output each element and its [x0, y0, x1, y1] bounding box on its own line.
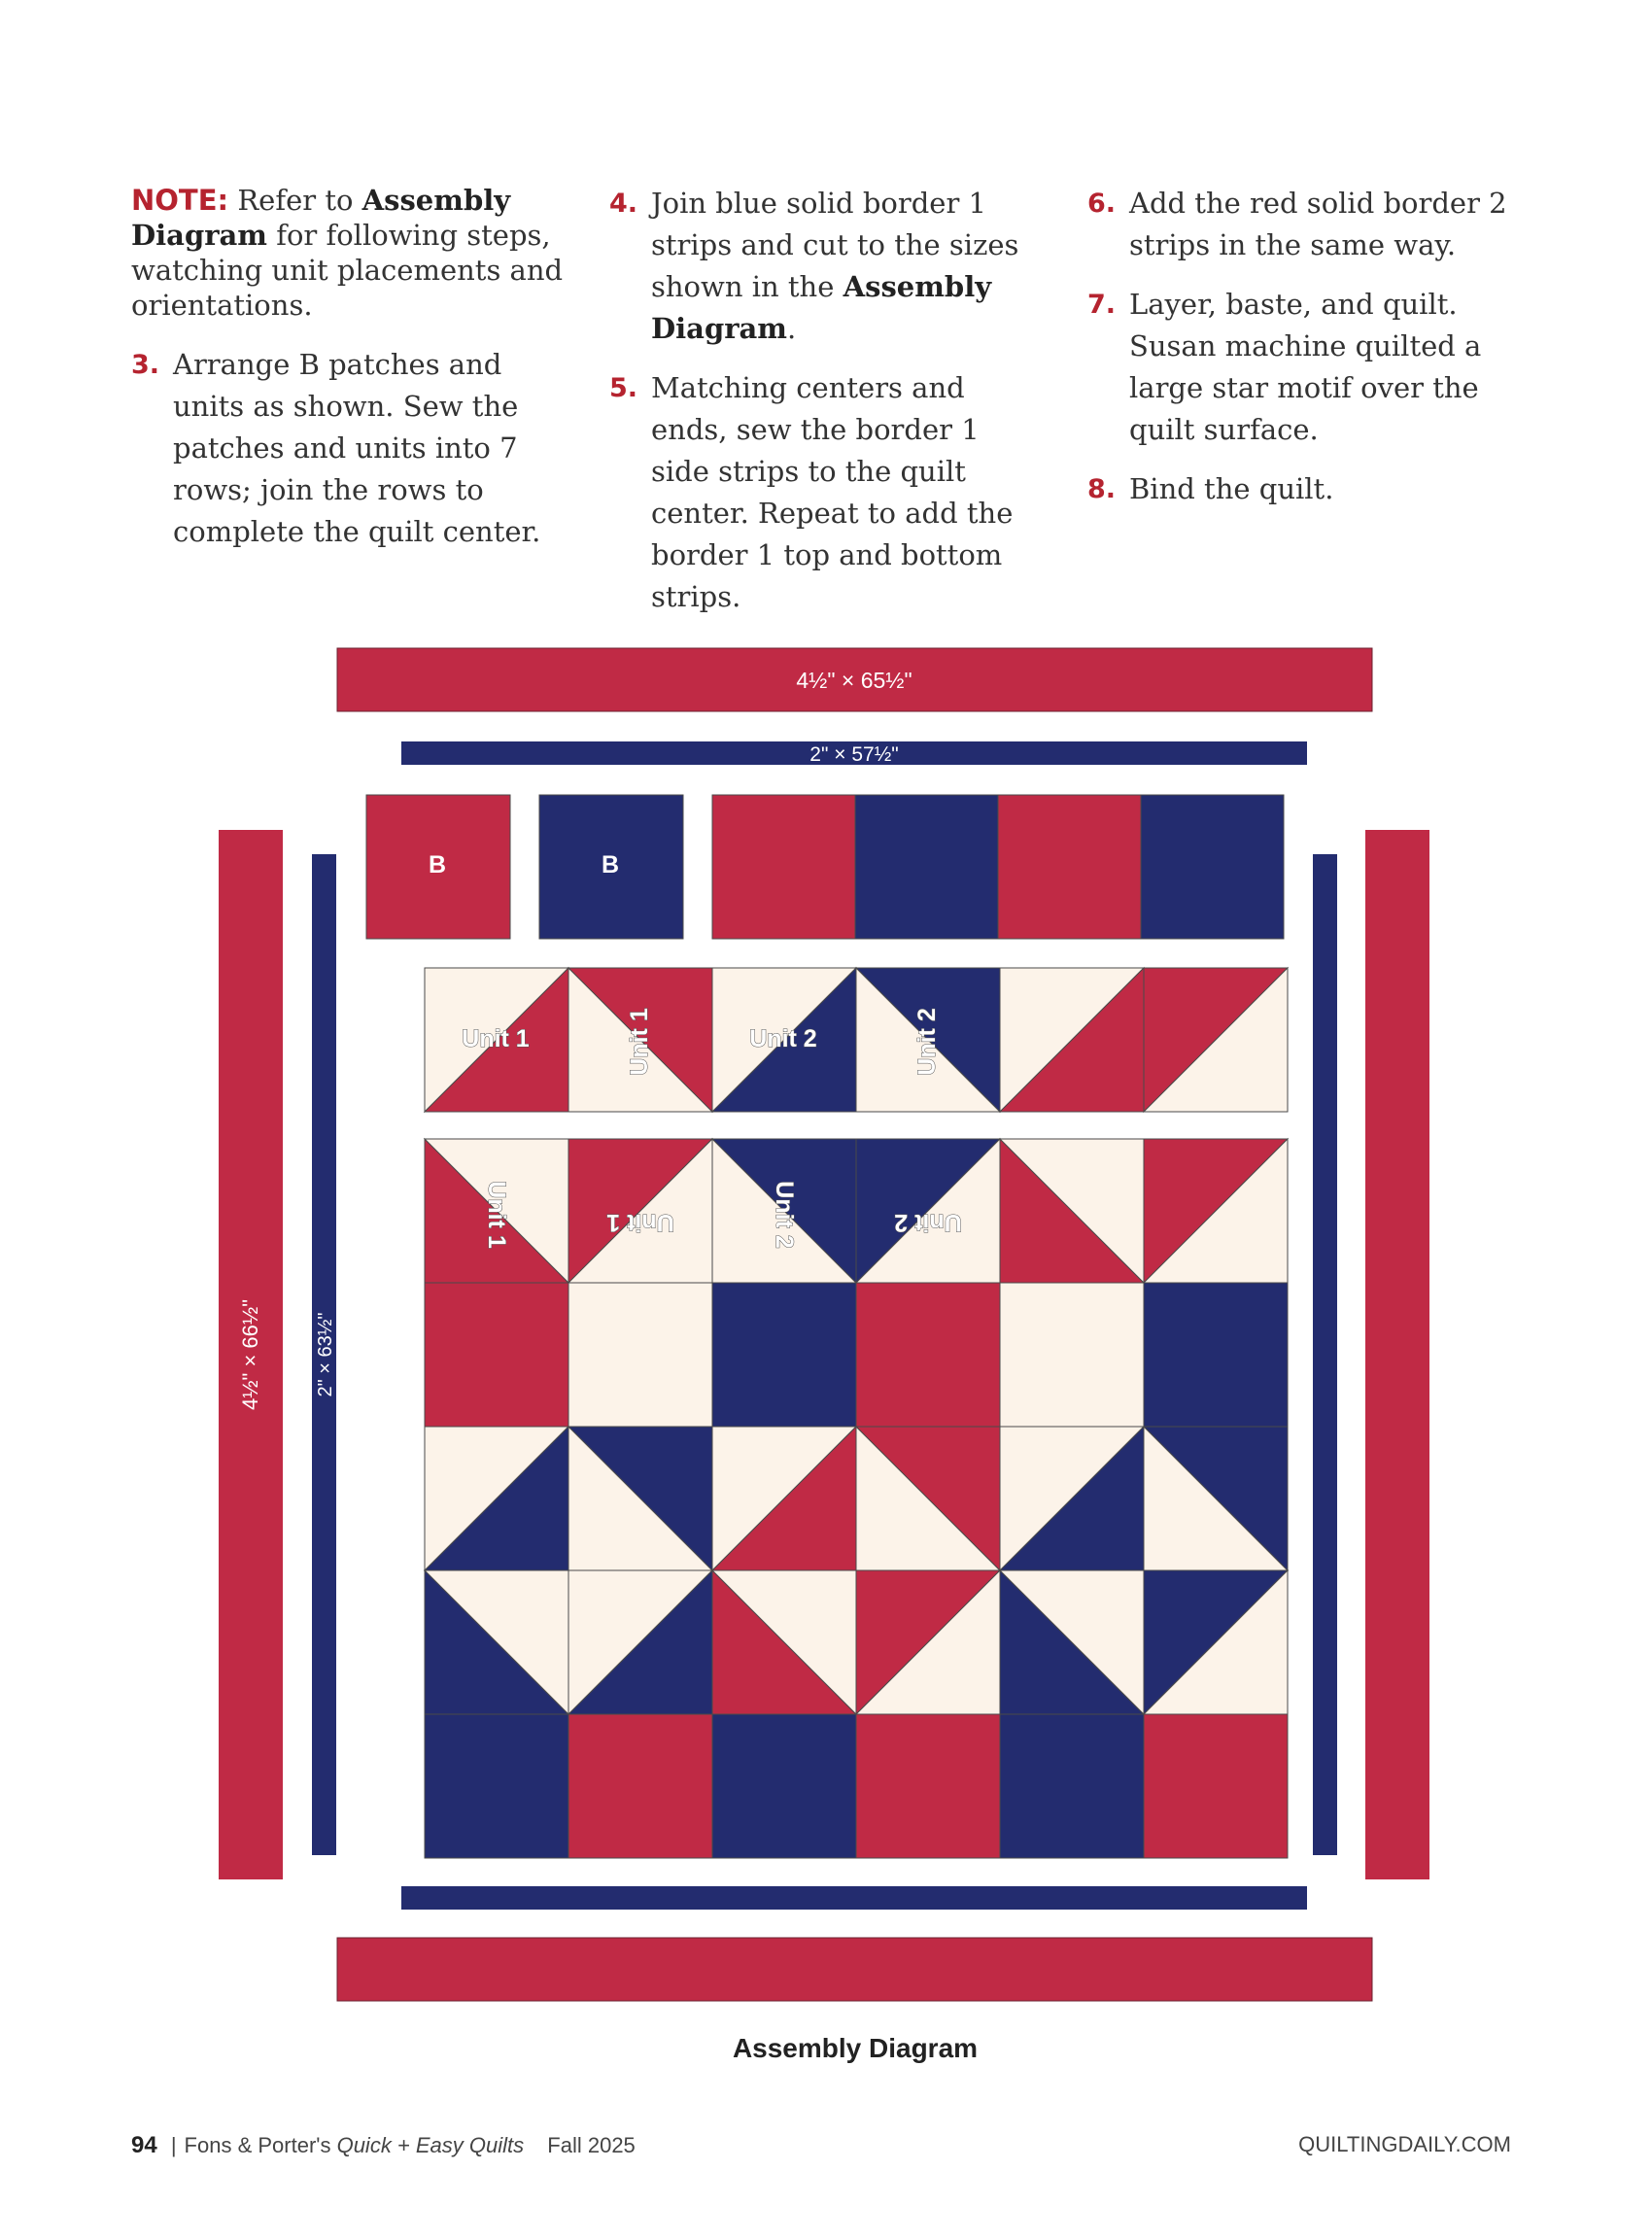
- step-text: Add the red solid border 2 strips in the same way.: [1129, 187, 1507, 261]
- unit1-label-row3: Unit 1: [483, 1181, 510, 1249]
- step-text: Layer, baste, and quilt. Susan machine quilted a large star motif over the quilt surface.: [1129, 288, 1482, 446]
- border2-bottom-strip: [337, 1938, 1372, 2001]
- publication-name: Fons & Porter's: [184, 2133, 337, 2157]
- border1-top-label: 2" × 57½": [809, 743, 899, 766]
- row7-square: [1000, 1714, 1144, 1858]
- border2-side-label: 4½" × 66½": [238, 1298, 262, 1411]
- row7-square: [568, 1714, 712, 1858]
- step-text: Arrange B patches and units as shown. Sew the patches and units into 7 rows; join the rows to complete the quilt center.: [173, 348, 541, 548]
- note-text-1: Refer to: [228, 184, 362, 217]
- note-bold: Assembly Diagram: [131, 184, 511, 252]
- footer-separator: |: [170, 2133, 177, 2157]
- row4-square: [1144, 1283, 1288, 1427]
- row4-square: [856, 1283, 1000, 1427]
- row1-square: [1141, 795, 1284, 939]
- row4-square: [425, 1283, 568, 1427]
- row7-square: [1144, 1714, 1288, 1858]
- step-4-text-1: Join blue solid border 1 strips and cut to the sizes shown in the: [651, 187, 1019, 303]
- step-number: 8.: [1087, 474, 1117, 504]
- row4-square: [1000, 1283, 1144, 1427]
- footer-left: [131, 2132, 636, 2159]
- step-text: Matching centers and ends, sew the border 1 side strips to the quilt center. Repeat to add the border 1 top and bottom strips.: [651, 371, 1014, 613]
- unit2-label: Unit 2: [749, 1025, 817, 1052]
- step-number: 3.: [131, 350, 160, 380]
- unit2-label-flipped: Unit 2: [894, 1209, 962, 1236]
- row1-square: [855, 795, 998, 939]
- step-4-bold: Assembly Diagram: [651, 270, 992, 345]
- row1-square: [998, 795, 1141, 939]
- note-text-2: for following steps, watching unit placements and orientations.: [131, 219, 564, 322]
- row4-square: [712, 1283, 856, 1427]
- step-number: 6.: [1087, 189, 1117, 219]
- step-4-text-2: .: [787, 312, 797, 345]
- border2-top-label: 4½" × 65½": [796, 668, 912, 693]
- row1-square: [712, 795, 855, 939]
- patch-b-label-navy: B: [601, 851, 620, 878]
- step-number: 4.: [609, 189, 638, 219]
- row7-square: [856, 1714, 1000, 1858]
- patch-b-label-red: B: [428, 851, 447, 878]
- row7-square: [425, 1714, 568, 1858]
- page-number: 94: [131, 2132, 157, 2158]
- unit1-label: Unit 1: [462, 1025, 530, 1052]
- row7-square: [712, 1714, 856, 1858]
- unit2-label-rotated: Unit 2: [913, 1008, 941, 1076]
- step-number: 7.: [1087, 290, 1117, 320]
- publication-title: Quick + Easy Quilts: [336, 2133, 525, 2157]
- unit1-label-rotated: Unit 1: [626, 1008, 653, 1076]
- issue-date: Fall 2025: [547, 2133, 636, 2157]
- border1-right-strip: [1313, 854, 1337, 1855]
- quilt-center: [366, 795, 1288, 1858]
- footer-website: QUILTINGDAILY.COM: [1298, 2132, 1511, 2156]
- unit1-label-flipped: Unit 1: [606, 1209, 674, 1236]
- unit2-label-row3: Unit 2: [771, 1181, 798, 1249]
- diagram-caption: Assembly Diagram: [732, 2033, 979, 2063]
- border1-bottom-strip: [401, 1886, 1307, 1910]
- step-text: Bind the quilt.: [1129, 472, 1334, 505]
- row4-square: [568, 1283, 712, 1427]
- border2-right-strip: [1365, 830, 1429, 1879]
- note-label: NOTE:: [131, 184, 229, 217]
- step-number: 5.: [609, 373, 638, 403]
- border1-side-label: 2" × 63½": [315, 1312, 336, 1397]
